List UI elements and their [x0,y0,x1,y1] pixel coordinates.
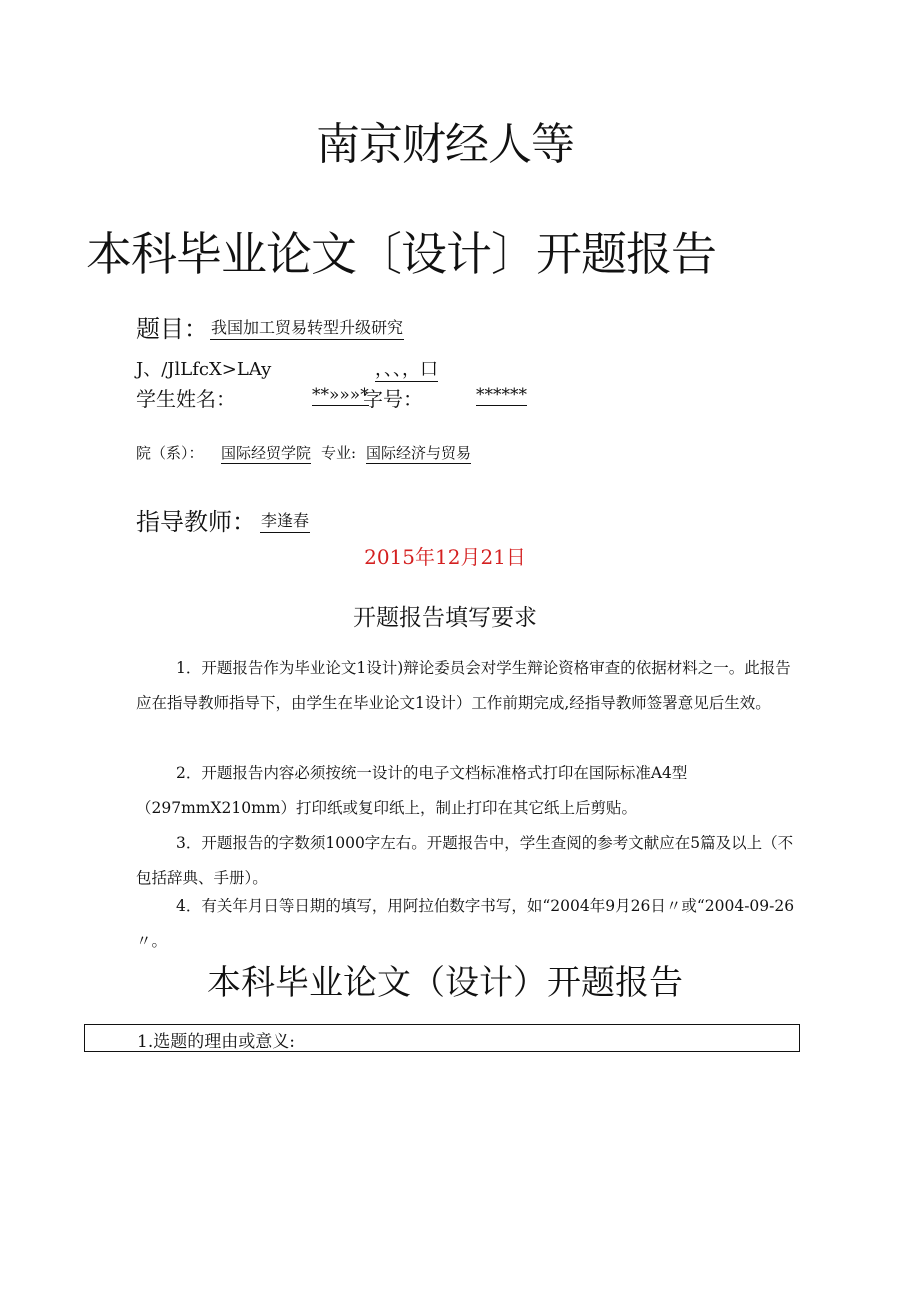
report-date: 2015年12月21日 [364,545,526,569]
garbled-text-left: J、/JlLfcX>LAy [136,359,272,380]
garbled-text-right: ，、、，口 [375,355,438,382]
topic-value: 我国加工贸易转型升级研究 [210,315,404,340]
student-name-value: **»»»* [312,385,369,405]
requirement-item-4: 4．有关年月日等日期的填写，用阿拉伯数字书写，如“2004年9月26日〃或“2004-09-26〃。 [136,897,795,950]
section-1-box [84,1024,800,1052]
student-id-value: ****** [476,385,527,405]
major-label: 专业: [321,444,357,462]
requirements-title: 开题报告填写要求 [353,605,537,631]
topic-label: 题目： [136,315,208,343]
report-title: 本科毕业论文〔设计〕开题报告 [86,227,716,281]
student-id-label: 字号： [363,387,423,411]
advisor-label: 指导教师： [136,508,256,536]
major-value: 国际经济与贸易 [366,444,472,462]
department-value: 国际经贸学院 [221,444,312,462]
requirement-item-3: 3．开题报告的字数须1000字左右。开题报告中，学生查阅的参考文献应在5篇及以上（不包括辞典、手册）。 [136,834,794,887]
section-1-label: 1.选题的理由或意义: [137,1032,295,1052]
university-name: 南京财经人等 [316,119,574,170]
body-report-title: 本科毕业论文（设计）开题报告 [207,963,683,1003]
requirement-item-2: 2．开题报告内容必须按统一设计的电子文档标准格式打印在国际标准A4型（297mmX210mm）打印纸或复印纸上，制止打印在其它纸上后剪贴。 [136,764,688,817]
student-name-label: 学生姓名： [136,387,236,411]
department-label: 院（系）： [136,444,204,462]
advisor-value: 李逢春 [260,508,310,533]
requirement-item-1: 1．开题报告作为毕业论文1设计)辩论委员会对学生辩论资格审查的依据材料之一。此报告应在指导教师指导下，由学生在毕业论文1设计）工作前期完成,经指导教师签署意见后生效。 [136,659,791,712]
